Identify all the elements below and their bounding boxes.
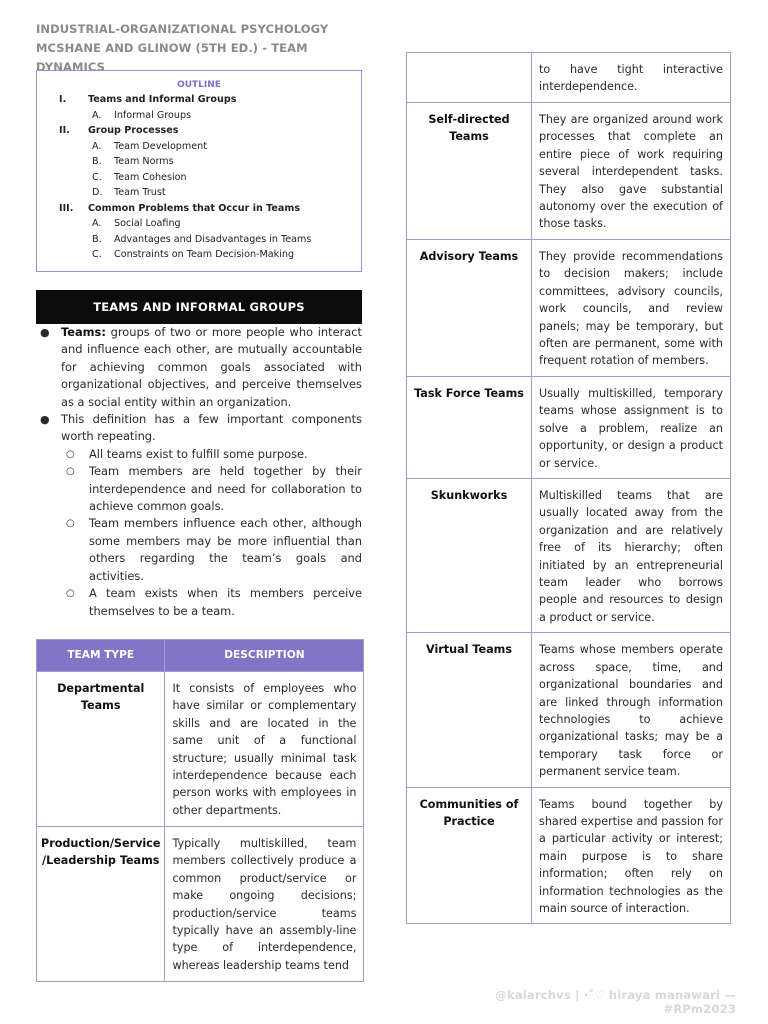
outline-item-label: Advantages and Disadvantages in Teams xyxy=(114,233,312,245)
table-row xyxy=(37,672,364,827)
description-cell: They are organized around work processes that complete an entire piece of work requiring several interdependent tasks. They also gave substantial autonomy over the execution of those tasks. xyxy=(532,103,731,240)
description-cell: Typically multiskilled, team members collectively produce a common product/service or make ongoing decisions; production/service teams typically have an assembly-line type of interdependence, whereas leadership teams tend xyxy=(165,827,364,982)
sub-bullet-text: Team members are held together by their interdependence and need for collaboration to achieve common goals. xyxy=(89,464,362,514)
team-types-table xyxy=(36,639,364,982)
bullet-circle-icon: ○ xyxy=(66,588,75,600)
outline-item xyxy=(37,154,361,170)
chapter-title: MCSHANE AND GLINOW (5TH ED.) - TEAM DYNAMICS xyxy=(36,41,308,74)
bullet-item xyxy=(36,411,362,446)
description-cell: Teams bound together by shared expertise and passion for a particular activity or interest; main purpose is to share information; often rely on information technologies as the main source of interaction. xyxy=(532,787,731,924)
outline-box xyxy=(36,70,362,272)
footer-credit: @kaiarchvs | ·˚♡ hiraya manawari — #RPm2023 xyxy=(495,988,736,1016)
document-header xyxy=(36,20,376,77)
outline-section-number: I. xyxy=(59,94,67,105)
outline-item xyxy=(37,170,361,186)
outline-item-letter: C. xyxy=(92,249,102,260)
outline-item-label: Team Trust xyxy=(114,187,166,198)
team-types-table-continued xyxy=(406,52,731,924)
sub-bullet-text: Team members influence each other, although some members may be more influential than others regarding the team’s goals and activities. xyxy=(89,516,362,583)
outline-section-label: Teams and Informal Groups xyxy=(88,94,237,105)
outline-item-letter: B. xyxy=(92,156,102,167)
sub-bullet-text: All teams exist to fulfill some purpose. xyxy=(89,446,308,461)
description-cell: to have tight interactive interdependence. xyxy=(532,53,731,103)
table-row xyxy=(407,53,731,103)
table-row xyxy=(407,787,731,924)
bullet-dot-icon: ● xyxy=(40,413,50,427)
course-title: INDUSTRIAL-ORGANIZATIONAL PSYCHOLOGY xyxy=(36,22,329,36)
team-type-cell: Production/Service /Leadership Teams xyxy=(37,827,165,982)
description-cell: It consists of employees who have similar or complementary skills and are located in the same unit of a functional structure; usually minimal task interdependence because each person works with employees in other departments. xyxy=(165,672,364,827)
outline-item-label: Constraints on Team Decision-Making xyxy=(114,249,295,260)
outline-item-letter: B. xyxy=(92,233,102,245)
term-label: Teams: xyxy=(61,325,106,339)
team-type-cell: Skunkworks xyxy=(407,479,532,633)
description-cell: Multiskilled teams that are usually located away from the organization and are relatively free of its hierarchy; often initiated by an entrepreneurial team leader who borrows people and resources to design a product or service. xyxy=(532,479,731,633)
description-cell: They provide recommendations to decision makers; include committees, advisory councils, work councils, and review panels; may be temporary, but often are permanent, some with frequent rotation of members. xyxy=(532,240,731,377)
column-header-description: DESCRIPTION xyxy=(165,640,364,672)
outline-section xyxy=(37,123,361,139)
sub-bullet-item xyxy=(36,463,362,515)
outline-item-label: Informal Groups xyxy=(114,109,192,121)
outline-item xyxy=(37,247,361,263)
outline-section-number: II. xyxy=(59,125,70,136)
team-type-cell: Virtual Teams xyxy=(407,633,532,787)
sub-bullet-item xyxy=(36,585,362,620)
bullet-circle-icon: ○ xyxy=(66,466,75,478)
outline-section xyxy=(37,92,361,108)
bullet-item xyxy=(36,324,362,411)
section-banner: TEAMS AND INFORMAL GROUPS xyxy=(36,290,362,324)
table-row xyxy=(37,827,364,982)
bullet-circle-icon: ○ xyxy=(66,448,75,460)
sub-bullet-text: A team exists when its members perceive themselves to be a team. xyxy=(89,586,362,618)
description-cell: Teams whose members operate across space, time, and organizational boundaries and are linked through information technologies to achieve organizational tasks; may be a temporary task force or permanent service team. xyxy=(532,633,731,787)
term-definition: groups of two or more people who interact and influence each other, are mutually accountable for achieving common goals associated with organizational objectives, and perceive themselves as a social entity within an organization. xyxy=(61,325,362,409)
sub-bullet-item xyxy=(36,446,362,463)
outline-item-label: Social Loafing xyxy=(114,218,181,229)
table-row xyxy=(407,103,731,240)
team-type-cell: Self-directed Teams xyxy=(407,103,532,240)
outline-item-label: Team Norms xyxy=(114,156,174,167)
table-row xyxy=(407,633,731,787)
outline-item-label: Team Development xyxy=(114,140,207,152)
table-row xyxy=(407,377,731,479)
outline-section-label: Group Processes xyxy=(88,125,179,136)
outline-item xyxy=(37,216,361,232)
bullet-dot-icon: ● xyxy=(40,326,50,339)
outline-title: OUTLINE xyxy=(177,80,221,90)
table-row xyxy=(407,479,731,633)
team-type-cell: Advisory Teams xyxy=(407,240,532,377)
outline-section-label: Common Problems that Occur in Teams xyxy=(88,202,301,214)
outline-item-letter: A. xyxy=(92,218,102,229)
outline-item xyxy=(37,185,361,201)
outline-item xyxy=(37,108,361,124)
team-type-cell: Communities of Practice xyxy=(407,787,532,924)
team-type-cell xyxy=(407,53,532,103)
outline-item-letter: A. xyxy=(92,109,102,121)
description-cell: Usually multiskilled, temporary teams whose assignment is to solve a problem, realize an opportunity, or design a product or service. xyxy=(532,377,731,479)
column-header-team-type: TEAM TYPE xyxy=(37,640,165,672)
teams-definition xyxy=(36,324,362,620)
team-type-cell: Departmental Teams xyxy=(37,672,165,827)
sub-bullet-item xyxy=(36,515,362,585)
team-type-cell: Task Force Teams xyxy=(407,377,532,479)
outline-item-letter: D. xyxy=(92,187,103,198)
outline-item xyxy=(37,139,361,155)
outline-item-label: Team Cohesion xyxy=(114,171,187,183)
table-row xyxy=(407,240,731,377)
outline-item xyxy=(37,232,361,248)
bullet-circle-icon: ○ xyxy=(66,518,75,530)
bullet-text: This definition has a few important components worth repeating. xyxy=(61,412,362,444)
outline-section-number: III. xyxy=(59,202,74,214)
table-header-row xyxy=(37,640,364,672)
outline-section xyxy=(37,201,361,217)
outline-item-letter: A. xyxy=(92,140,102,152)
outline-item-letter: C. xyxy=(92,171,102,183)
